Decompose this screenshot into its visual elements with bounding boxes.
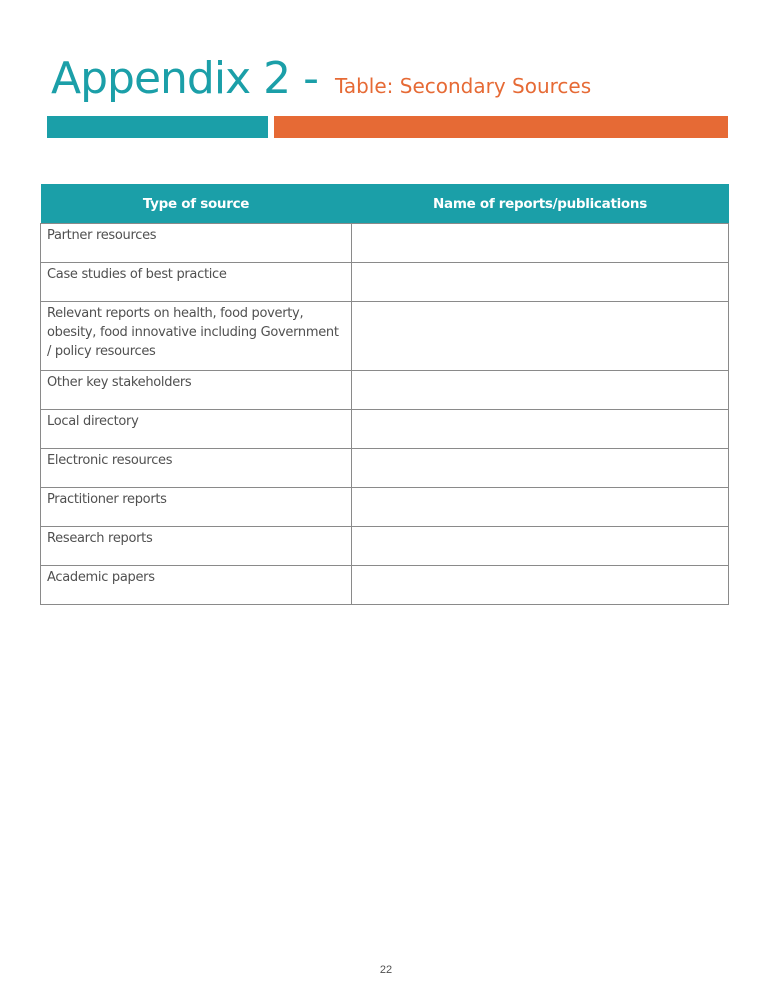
- cell-name[interactable]: [352, 410, 729, 449]
- cell-type: Research reports: [41, 527, 352, 566]
- title-subtitle: Table: Secondary Sources: [334, 74, 592, 98]
- cell-type: Other key stakeholders: [41, 371, 352, 410]
- cell-type: Academic papers: [41, 566, 352, 605]
- header-name-of-reports: Name of reports/publications: [352, 184, 729, 224]
- cell-name[interactable]: [352, 566, 729, 605]
- table-row: [41, 449, 729, 488]
- table-row: [41, 263, 729, 302]
- cell-name[interactable]: [352, 263, 729, 302]
- table-row: [41, 527, 729, 566]
- cell-name[interactable]: [352, 527, 729, 566]
- cell-type: Local directory: [41, 410, 352, 449]
- cell-name[interactable]: [352, 371, 729, 410]
- cell-name[interactable]: [352, 224, 729, 263]
- cell-name[interactable]: [352, 488, 729, 527]
- cell-type: Practitioner reports: [41, 488, 352, 527]
- page-title: [51, 52, 591, 113]
- table-row: [41, 488, 729, 527]
- table-row: [41, 224, 729, 263]
- title-main: Appendix 2 -: [51, 53, 318, 104]
- cell-type: Electronic resources: [41, 449, 352, 488]
- table-row: [41, 566, 729, 605]
- table-header-row: [41, 184, 729, 224]
- header-type-of-source: Type of source: [41, 184, 352, 224]
- orange-accent-bar: [274, 116, 728, 138]
- teal-accent-bar: [47, 116, 268, 138]
- cell-name[interactable]: [352, 302, 729, 371]
- table-row: [41, 302, 729, 371]
- page-number: 22: [379, 964, 393, 976]
- cell-type: Relevant reports on health, food poverty, obesity, food innovative including Government / policy resources: [41, 302, 352, 371]
- secondary-sources-table: [40, 184, 729, 605]
- table-row: [41, 371, 729, 410]
- table-row: [41, 410, 729, 449]
- cell-type: Case studies of best practice: [41, 263, 352, 302]
- cell-name[interactable]: [352, 449, 729, 488]
- cell-type: Partner resources: [41, 224, 352, 263]
